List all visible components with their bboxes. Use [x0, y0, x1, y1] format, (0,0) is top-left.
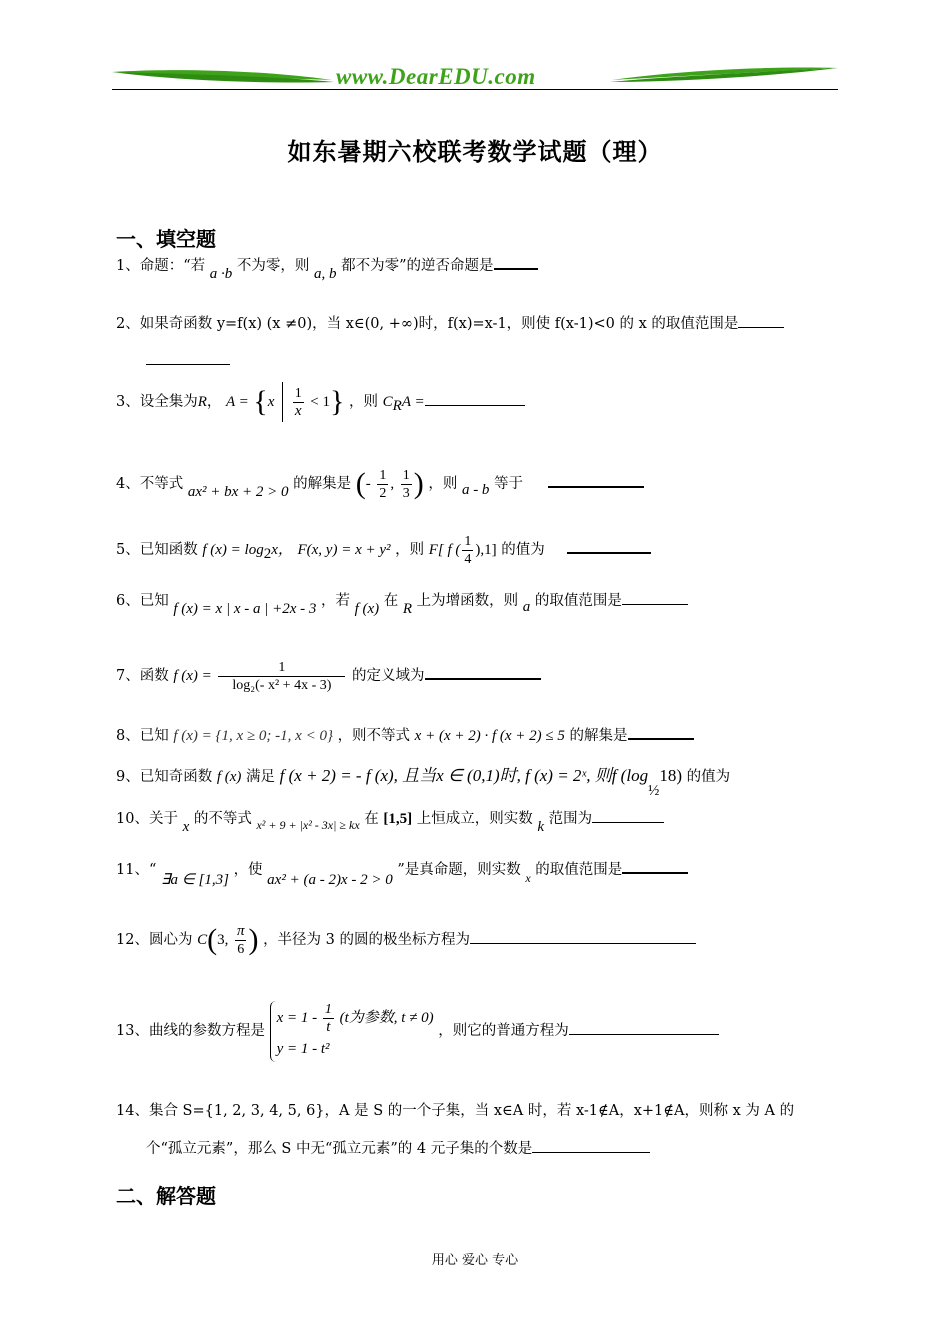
question-14-continued: 个“孤立元素”，那么 S 中无“孤立元素”的 4 元子集的个数是: [146, 1138, 650, 1159]
header-rule: [112, 89, 838, 90]
question-4: 4、不等式 ax² + bx + 2 > 0 的解集是 (- $\frac{1}{2}$ , $\frac{1}{3}$ ) ，则 a - b 等于: [116, 462, 644, 506]
question-5: 5、已知函数 f $(x) = \log_2x$， F(x, y) = x + y² ，则 F[ f ( $\frac{1}{4}$ ),1] 的值为: [116, 532, 651, 572]
question-13: 13、曲线的参数方程是 x = 1 - $\frac{1}{t}$ (t为参数, t ≠ 0) y = 1 - t² ，则它的普通方程为: [116, 996, 719, 1066]
question-1: 1、命题：“若 a ·b 不为零，则 a, b 都不为零”的逆否命题是: [116, 254, 538, 276]
question-8: 8、已知 f (x) = {1, x ≥ 0; -1, x < 0} ，则不等式 x + (x + 2) · f (x + 2) ≤ 5 的解集是: [116, 724, 694, 746]
question-9: 9、已知奇函数 f (x) 满足 f (x + 2) = - f (x), 且当x ∈ (0,1)时, f (x) = 2ˣ, 则f $(\log_{\frac{1}{2}}18)$ 的值为: [116, 766, 731, 799]
section-fill-heading: 一、填空题: [116, 227, 216, 251]
parametric-system: x = 1 - $\frac{1}{t}$ (t为参数, t ≠ 0) y = 1 - t²: [270, 1001, 434, 1062]
section-answer-heading: 二、解答题: [116, 1184, 216, 1208]
page-footer: 用心 爱心 专心: [431, 1253, 519, 1268]
question-12: 12、圆心为 C(3, $\frac{\pi}{6}$ ) ，半径为 3 的圆的极坐标方程为: [116, 918, 696, 962]
question-6: 6、已知 f (x) = x | x - a | +2x - 3 ，若 f (x) 在 R 上为增函数，则 a 的取值范围是: [116, 586, 688, 616]
question-2: 2、如果奇函数 y=f(x) (x ≠0)，当 x∈(0, +∞)时，f(x)=x-1，则使 f(x-1)<0 的 x 的取值范围是: [116, 313, 784, 334]
question-14: 14、集合 S={1, 2, 3, 4, 5, 6}，A 是 S 的一个子集，当 x∈A 时，若 x-1∉A，x+1∉A，则称 x 为 A 的: [116, 1103, 795, 1119]
site-logo-text: www.DearEDU.com: [336, 64, 536, 89]
page-title: 如东暑期六校联考数学试题（理）: [287, 138, 663, 166]
question-2-blank: [146, 350, 230, 371]
question-7: 7、函数 f (x) = $\frac{1}{\text{log₂(- x² + 4x - 3)}}$ 的定义域为: [116, 652, 541, 700]
question-11: 11、“ ∃a ∈ [1,3] ，使 ax² + (a - 2)x - 2 > 0 ”是真命题，则实数 $_x$ 的取值范围是: [116, 858, 688, 880]
question-3: 3、设全集为R， A = {x $\frac{1}{x}$ < 1} ，则 $C_RA$ =: [116, 380, 525, 428]
question-10: 10、关于 x 的不等式 $_{x^2 + 9 + |x^2 - 3x| \ge kx}$ 在 [1,5] 上恒成立，则实数 k 范围为: [116, 808, 664, 829]
